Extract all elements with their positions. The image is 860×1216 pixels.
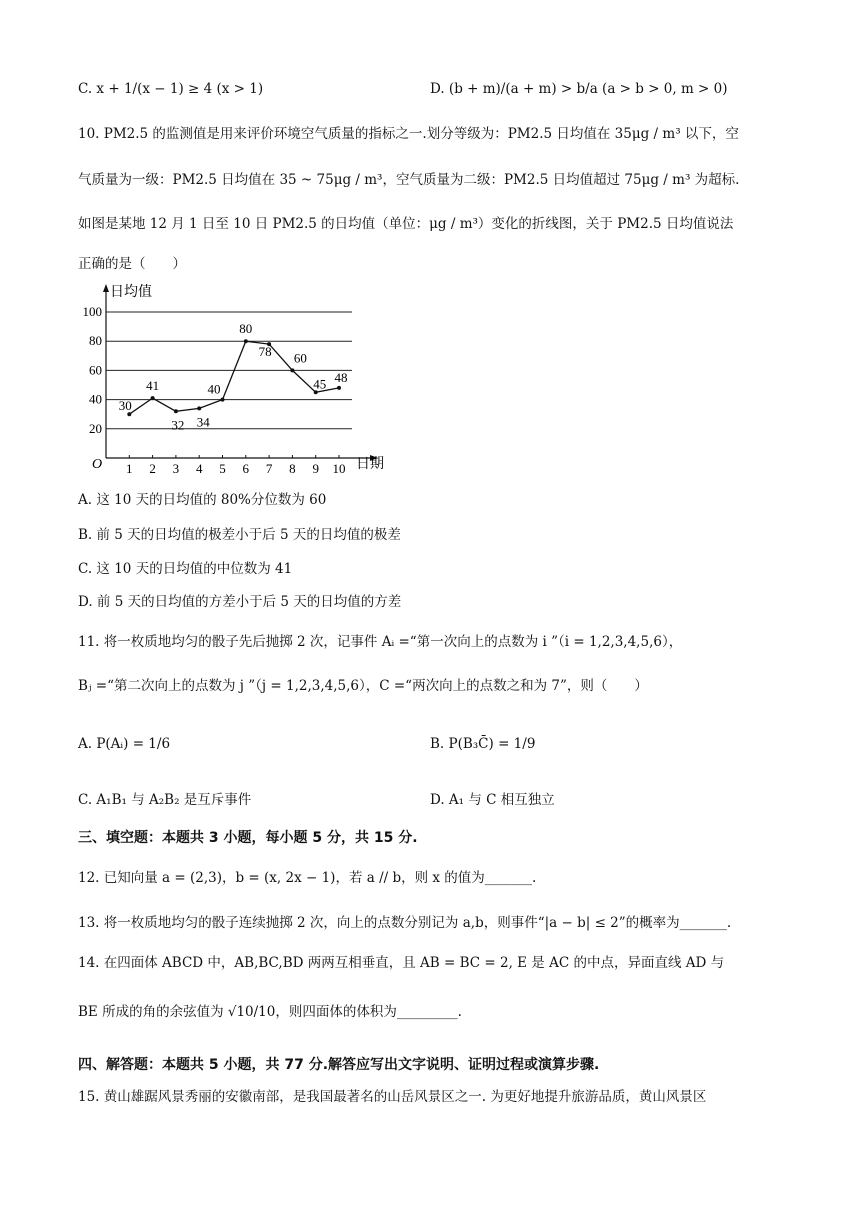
- data-point: [337, 386, 341, 390]
- x-tick-label: 1: [126, 461, 133, 476]
- data-point: [151, 396, 155, 400]
- data-point: [197, 406, 201, 410]
- q14-line2: BE 所成的角的余弦值为 √10/10，则四面体的体积为_________.: [78, 1004, 462, 1020]
- data-label: 48: [334, 369, 348, 385]
- pm25-line-chart: [76, 282, 386, 482]
- x-tick-label: 7: [265, 461, 273, 476]
- q9-option-d: D. (b + m)/(a + m) > b/a (a > b > 0, m > 0): [430, 81, 728, 97]
- y-tick-label: 100: [82, 304, 102, 319]
- section-3-heading: 三、填空题：本题共 3 小题，每小题 5 分，共 15 分.: [78, 830, 418, 846]
- q10-option-a: A. 这 10 天的日均值的 80%分位数为 60: [78, 492, 327, 508]
- q14-line1: 14. 在四面体 ABCD 中，AB,BC,BD 两两互相垂直，且 AB = BC = 2, E 是 AC 的中点，异面直线 AD 与: [78, 955, 725, 971]
- x-tick-label: 10: [332, 461, 346, 476]
- q10-option-d: D. 前 5 天的日均值的方差小于后 5 天的日均值的方差: [78, 594, 402, 610]
- q11-option-c: C. A₁B₁ 与 A₂B₂ 是互斥事件: [78, 792, 252, 808]
- q10-option-c: C. 这 10 天的日均值的中位数为 41: [78, 561, 293, 577]
- data-label: 45: [313, 376, 327, 392]
- y-axis-arrow: [103, 284, 109, 292]
- data-label: 78: [258, 344, 272, 360]
- data-label: 30: [118, 398, 132, 414]
- x-tick-label: 4: [195, 461, 203, 476]
- series-line: [129, 341, 339, 414]
- y-tick-label: 20: [89, 420, 102, 436]
- q11-option-b: B. P(B₃C̄) = 1/9: [430, 736, 536, 752]
- y-axis-label: 日均值: [110, 284, 152, 300]
- q11-option-d: D. A₁ 与 C 相互独立: [430, 792, 555, 808]
- origin-label: O: [92, 457, 103, 472]
- data-label: 60: [293, 350, 307, 366]
- q10-stem-line3: 如图是某地 12 月 1 日至 10 日 PM2.5 的日均值（单位：μg / m³）变化的折线图，关于 PM2.5 日均值说法: [78, 216, 734, 232]
- chart-series: [127, 339, 341, 416]
- x-tick-label: 5: [219, 461, 226, 476]
- q10-option-b: B. 前 5 天的日均值的极差小于后 5 天的日均值的极差: [78, 527, 401, 543]
- q10-stem-line4: 正确的是（ ）: [78, 256, 186, 272]
- x-tick-label: 2: [149, 461, 156, 476]
- data-label: 41: [146, 378, 160, 394]
- q9-option-c: C. x + 1/(x − 1) ≥ 4 (x > 1): [78, 81, 264, 97]
- q15-stem: 15. 黄山雄踞风景秀丽的安徽南部，是我国最著名的山岳风景区之一. 为更好地提升旅游品质，黄山风景区: [78, 1089, 707, 1105]
- data-point: [174, 409, 178, 413]
- data-label: 80: [239, 321, 253, 337]
- x-tick-label: 6: [242, 461, 250, 476]
- chart-gridlines: [106, 312, 352, 429]
- data-point: [244, 339, 248, 343]
- data-point: [290, 368, 294, 372]
- data-label: 34: [196, 414, 210, 430]
- x-tick-label: 8: [289, 461, 296, 476]
- data-label: 40: [207, 381, 221, 397]
- q13: 13. 将一枚质地均匀的骰子连续抛掷 2 次，向上的点数分别记为 a,b，则事件“|a − b| ≤ 2”的概率为_______.: [78, 915, 732, 931]
- x-tick-label: 9: [312, 461, 319, 476]
- y-tick-label: 60: [89, 362, 102, 378]
- q11-option-a: A. P(Aᵢ) = 1/6: [78, 736, 171, 752]
- q10-stem-line2: 气质量为一级：PM2.5 日均值在 35 ~ 75μg / m³，空气质量为二级：PM2.5 日均值超过 75μg / m³ 为超标.: [78, 172, 740, 188]
- data-point: [221, 398, 225, 402]
- data-label: 32: [171, 417, 185, 433]
- q10-stem-line1: 10. PM2.5 的监测值是用来评价环境空气质量的指标之一.划分等级为：PM2.5 日均值在 35μg / m³ 以下，空: [78, 126, 739, 142]
- section-4-heading: 四、解答题：本题共 5 小题，共 77 分.解答应写出文字说明、证明过程或演算步骤.: [78, 1057, 600, 1073]
- q12: 12. 已知向量 a = (2,3)，b = (x, 2x − 1)，若 a // b，则 x 的值为_______.: [78, 870, 537, 886]
- y-tick-label: 40: [89, 391, 102, 407]
- q11-stem-line2: Bⱼ =“第二次向上的点数为 j ”（j = 1,2,3,4,5,6），C =“两次向上的点数之和为 7”，则（ ）: [78, 678, 648, 694]
- q11-stem-line1: 11. 将一枚质地均匀的骰子先后抛掷 2 次，记事件 Aᵢ =“第一次向上的点数为 i ”（i = 1,2,3,4,5,6），: [78, 634, 683, 650]
- x-tick-label: 3: [172, 461, 180, 476]
- y-tick-label: 80: [89, 333, 102, 349]
- x-axis-label: 日期: [356, 456, 384, 472]
